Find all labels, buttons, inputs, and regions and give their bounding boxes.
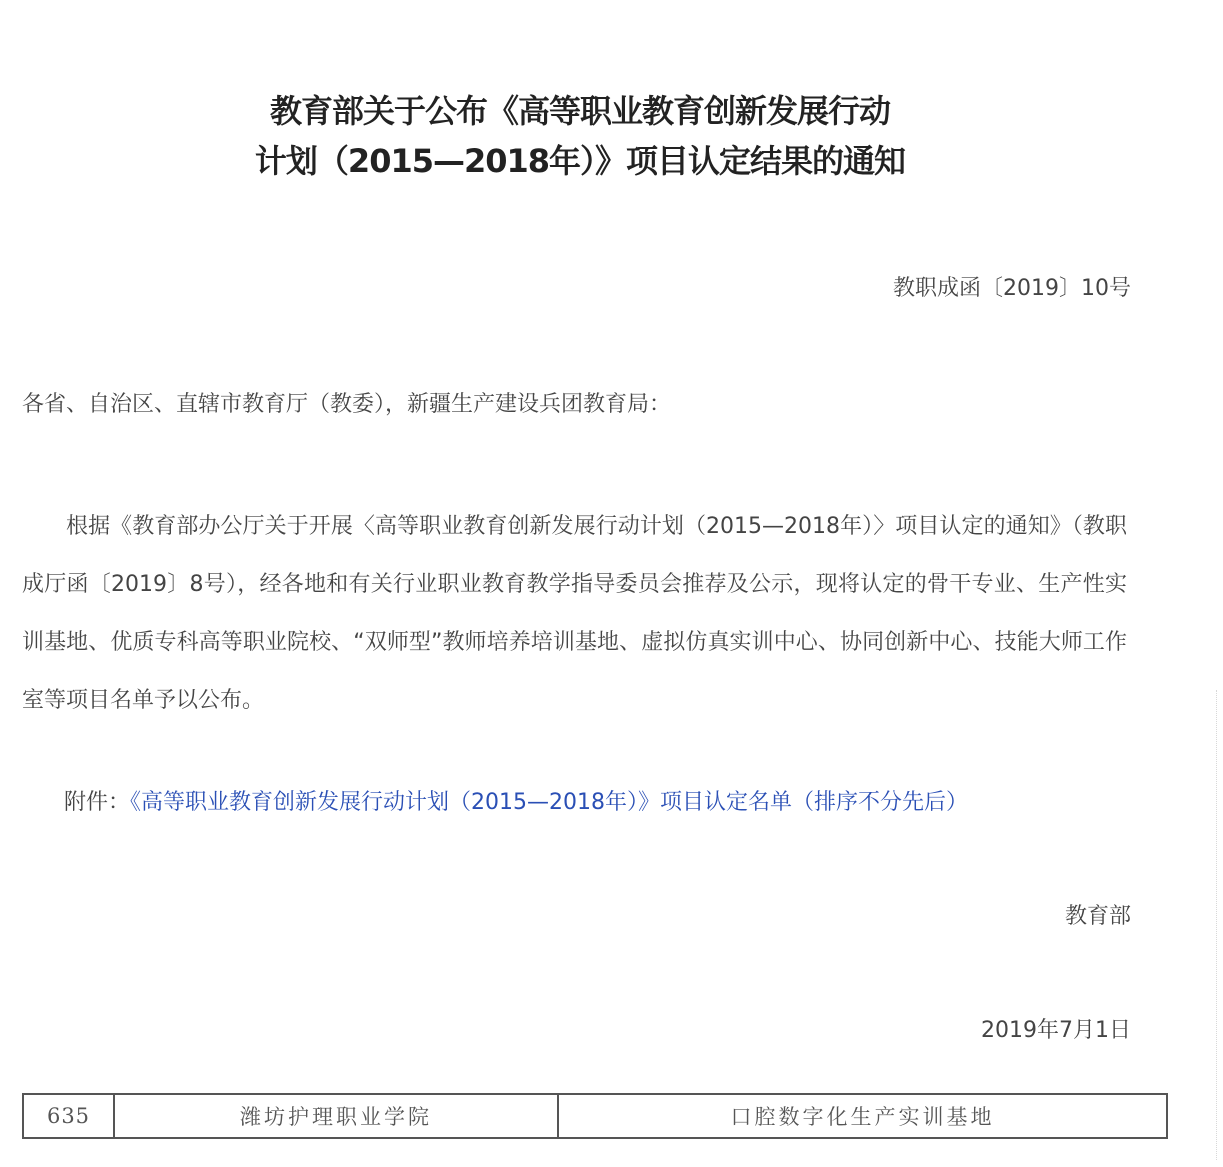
document-number: 教职成函〔2019〕10号 bbox=[893, 276, 1131, 301]
school-name: 潍坊护理职业学院 bbox=[114, 1094, 558, 1138]
page-title bbox=[0, 86, 1160, 186]
attachment-label: 附件： bbox=[64, 790, 131, 815]
page-edge-divider bbox=[1216, 690, 1223, 1160]
signature: 教育部 bbox=[1064, 904, 1131, 929]
project-table bbox=[22, 1093, 1168, 1139]
issue-date: 2019年7月1日 bbox=[981, 1018, 1131, 1043]
attachment-line bbox=[64, 788, 968, 818]
row-number: 635 bbox=[23, 1094, 114, 1138]
salutation: 各省、自治区、直辖市教育厅（教委），新疆生产建设兵团教育局： bbox=[22, 392, 672, 417]
title-line-1: 教育部关于公布《高等职业教育创新发展行动 bbox=[269, 92, 890, 130]
project-name: 口腔数字化生产实训基地 bbox=[558, 1094, 1167, 1138]
attachment-link[interactable]: 《高等职业教育创新发展行动计划（2015—2018年）》项目认定名单（排序不分先后） bbox=[130, 790, 968, 815]
body-paragraph: 根据《教育部办公厅关于开展〈高等职业教育创新发展行动计划（2015—2018年）〉项目认定的通知》（教职成厅函〔2019〕8号），经各地和有关行业职业教育教学指导委员会推荐及公示，现将认定的骨干专业、生产性实训基地、优质专科高等职业院校、“双师型”教师培养培训基地、虚拟仿真实训中心、协同创新中心、技能大师工作室等项目名单予以公布。 bbox=[22, 514, 1127, 713]
title-line-2: 计划（2015—2018年）》项目认定结果的通知 bbox=[254, 142, 906, 180]
table-row bbox=[23, 1094, 1167, 1138]
